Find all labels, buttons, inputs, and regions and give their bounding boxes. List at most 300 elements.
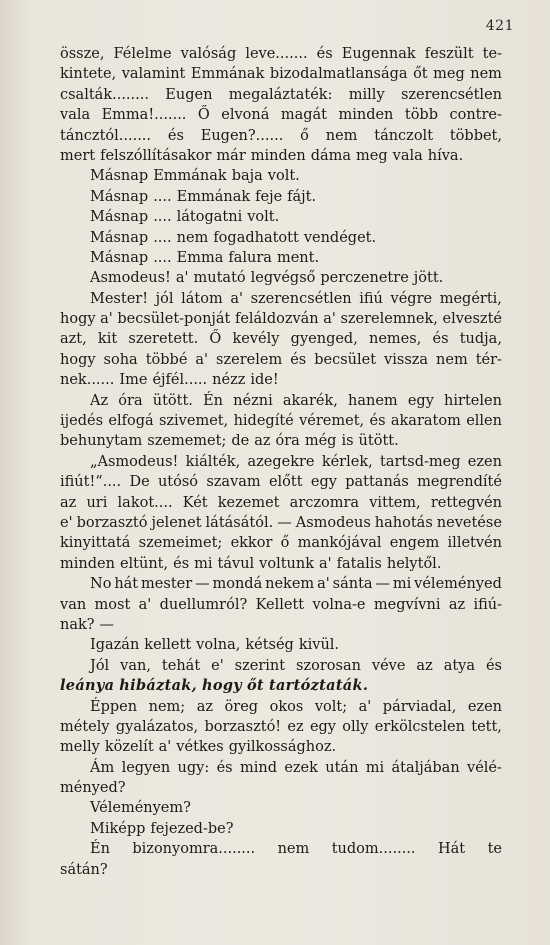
word: lakot.... xyxy=(117,494,173,511)
word: szerelemnek, xyxy=(340,311,438,328)
word: Másnap xyxy=(90,188,149,205)
word: .... xyxy=(153,209,172,226)
word: volna-e xyxy=(312,596,366,613)
word: ezen xyxy=(467,453,502,470)
word: borzasztó! xyxy=(204,718,282,735)
word: van, xyxy=(120,657,151,674)
text-line xyxy=(60,309,502,329)
word: ez xyxy=(287,718,304,735)
word: is xyxy=(341,433,354,450)
word: bizodalmatlansága xyxy=(269,66,408,83)
word: meg xyxy=(433,66,465,83)
word: Asmodeus! xyxy=(90,270,171,287)
word: volt; xyxy=(314,698,348,715)
word: leve....... xyxy=(245,46,308,62)
text-line xyxy=(60,472,502,492)
word: átaljában xyxy=(391,759,460,776)
word: az xyxy=(448,596,466,613)
word: Két xyxy=(182,494,208,511)
word: Emma xyxy=(176,249,224,266)
word: feszült xyxy=(424,46,474,62)
word: fejezed-be? xyxy=(150,820,234,837)
word: ezen xyxy=(467,698,502,715)
word: hibáztak, xyxy=(119,677,198,695)
word: látogatni xyxy=(176,209,243,226)
word: te xyxy=(487,841,502,858)
word: Ő xyxy=(209,331,222,348)
word: minden xyxy=(60,555,115,572)
word: és xyxy=(432,331,449,348)
word: kérlek, xyxy=(321,453,373,470)
word: Másnap xyxy=(90,209,149,226)
word: kivül. xyxy=(298,637,340,654)
word: sánta xyxy=(332,576,373,593)
word: Emmának xyxy=(176,188,251,205)
word: ide! xyxy=(250,372,279,389)
word: az xyxy=(416,657,433,674)
text-line xyxy=(60,350,502,370)
word: megérti, xyxy=(439,290,502,307)
word: gyalázatos, xyxy=(115,718,199,735)
text-line xyxy=(60,431,502,451)
text-line xyxy=(60,635,502,655)
word: Eugennak xyxy=(341,46,416,62)
word: bizonyomra........ xyxy=(132,841,256,858)
word: Miképp xyxy=(90,820,146,837)
word: véleményed xyxy=(414,576,502,593)
word: az xyxy=(254,433,271,450)
word: vala xyxy=(392,147,423,164)
text-line xyxy=(60,370,502,390)
word: most xyxy=(94,596,131,613)
word: végre xyxy=(390,290,433,307)
word: őt xyxy=(247,677,264,695)
word: — xyxy=(375,576,390,593)
word: .... xyxy=(153,188,172,205)
word: mert xyxy=(60,147,96,164)
word: ütött. xyxy=(152,392,193,409)
word: tánczolt xyxy=(374,127,434,144)
word: vittem, xyxy=(369,494,421,511)
word: a' xyxy=(158,739,172,756)
word: kezemet xyxy=(217,494,280,511)
word: megvívni xyxy=(373,596,441,613)
text-line xyxy=(60,574,502,594)
text-line xyxy=(60,64,502,84)
word: .... xyxy=(153,249,172,266)
word: többé xyxy=(145,351,188,368)
word: kétség xyxy=(245,637,294,654)
word: Másnap xyxy=(90,168,149,185)
word: kevély xyxy=(232,331,280,348)
word: távul xyxy=(217,555,255,572)
word: vala xyxy=(60,107,91,124)
word: feláldozván xyxy=(234,311,319,328)
word: tér- xyxy=(475,351,502,368)
word: hogy xyxy=(60,351,96,368)
word: feje xyxy=(255,188,283,205)
word: mi xyxy=(365,759,385,776)
word: mind xyxy=(239,759,277,776)
word: becsület-ponját xyxy=(117,311,231,328)
word: ekkor xyxy=(230,535,273,552)
word: azt, xyxy=(60,331,87,348)
word: arczomra xyxy=(289,494,360,511)
word: egy xyxy=(309,718,336,735)
word: tehát xyxy=(161,657,201,674)
word: Másnap xyxy=(90,249,149,266)
word: Eugen xyxy=(165,86,213,103)
word: illetvén xyxy=(447,535,502,552)
word: rettegvén xyxy=(430,494,502,511)
word: voltunk xyxy=(259,555,315,572)
word: uri xyxy=(86,494,108,511)
word: szavam xyxy=(206,474,261,491)
word: mi xyxy=(194,555,213,572)
word: falura xyxy=(228,249,272,266)
text-line xyxy=(60,187,502,207)
word: Hát xyxy=(437,841,466,858)
word: becsület xyxy=(314,351,377,368)
word: duellumról? xyxy=(159,596,248,613)
word: kiálték, xyxy=(185,453,241,470)
text-line xyxy=(60,289,502,309)
word: Véleményem? xyxy=(90,800,191,817)
text-line xyxy=(60,717,502,737)
word: az xyxy=(196,698,213,715)
word: sátán? xyxy=(60,861,108,878)
word: nem xyxy=(277,841,310,858)
word: őt xyxy=(413,66,428,83)
word: Én xyxy=(90,841,110,858)
word: a' xyxy=(175,270,189,287)
word: e' xyxy=(211,657,224,674)
text-line xyxy=(60,166,502,186)
text-line xyxy=(60,615,502,635)
word: megaláztaték: xyxy=(228,86,333,103)
word: jól xyxy=(155,290,174,307)
word: látom xyxy=(181,290,223,307)
text-line xyxy=(60,452,502,472)
word: mester xyxy=(141,576,193,593)
word: a' xyxy=(138,596,152,613)
word: erkölcstelen xyxy=(374,718,465,735)
word: dáma xyxy=(310,147,352,164)
word: valamint xyxy=(121,66,186,83)
word: híva. xyxy=(427,147,464,164)
word: vétkes xyxy=(176,739,224,756)
text-line xyxy=(60,819,502,839)
word: táncztól....... xyxy=(60,127,152,144)
word: és xyxy=(173,555,190,572)
word: jött. xyxy=(413,270,444,287)
word: a' xyxy=(230,290,243,307)
word: engem xyxy=(389,535,440,552)
word: hahotás xyxy=(374,514,433,531)
word: helytől. xyxy=(386,555,442,572)
word: e' xyxy=(60,514,73,531)
word: Mester! xyxy=(90,290,149,307)
text-line xyxy=(60,798,502,818)
word: Emmának xyxy=(153,168,227,185)
word: Ő xyxy=(197,107,210,124)
word: akaratom xyxy=(390,413,461,430)
word: szerencsétlen xyxy=(250,290,352,307)
word: legyen xyxy=(121,759,171,776)
word: szememet; xyxy=(147,433,227,450)
text-line xyxy=(60,411,502,431)
word: utósó xyxy=(157,474,199,491)
text-line xyxy=(60,697,502,717)
text-line xyxy=(60,554,502,574)
word: hát xyxy=(114,576,139,593)
word: Igazán xyxy=(90,637,140,654)
word: öreg xyxy=(224,698,259,715)
word: tudja, xyxy=(459,331,502,348)
word: kinyittatá xyxy=(60,535,131,552)
word: óra xyxy=(118,392,143,409)
word: nem xyxy=(436,351,468,368)
word: ezek xyxy=(284,759,318,776)
word: ifiú- xyxy=(473,596,502,613)
word: Eugen?...... xyxy=(200,127,284,144)
word: nekem xyxy=(265,576,315,593)
word: jelenet xyxy=(151,514,202,531)
body-text xyxy=(60,44,502,880)
word: és xyxy=(316,46,333,62)
word: métely xyxy=(60,718,110,735)
word: nem; xyxy=(148,698,186,715)
word: fájt. xyxy=(287,188,317,205)
word: nézni xyxy=(233,392,273,409)
word: fogadhatott xyxy=(213,229,299,246)
word: a' xyxy=(358,698,372,715)
word: szerelem xyxy=(216,351,283,368)
word: kintete, xyxy=(60,66,117,83)
word: egy xyxy=(407,392,434,409)
word: csalták........ xyxy=(60,86,149,103)
word: nem xyxy=(176,229,209,246)
word: mondá xyxy=(212,576,263,593)
word: elvoná xyxy=(221,107,270,124)
word: véve xyxy=(371,657,406,674)
word: párviadal, xyxy=(382,698,457,715)
word: azegekre xyxy=(247,453,315,470)
word: Emmának xyxy=(190,66,265,83)
word: több xyxy=(404,107,438,124)
word: Félelme xyxy=(113,46,172,62)
word: látásától. xyxy=(205,514,274,531)
word: óra xyxy=(275,433,300,450)
text-line xyxy=(60,391,502,411)
word: borzasztó xyxy=(76,514,148,531)
word: De xyxy=(129,474,150,491)
word: már xyxy=(216,147,246,164)
word: Jól xyxy=(90,657,110,674)
text-line xyxy=(60,737,502,757)
word: még xyxy=(304,433,337,450)
word: olly xyxy=(342,718,369,735)
text-line xyxy=(60,126,502,146)
word: — xyxy=(195,576,210,593)
word: ifiút!“.... xyxy=(60,474,122,491)
word: hanem xyxy=(348,392,398,409)
text-line xyxy=(60,85,502,105)
text-line xyxy=(60,676,502,696)
text-line xyxy=(60,207,502,227)
word: minden xyxy=(338,107,394,124)
word: gyilkossághoz. xyxy=(228,739,337,756)
word: volt. xyxy=(247,209,280,226)
text-line xyxy=(60,513,502,533)
word: ő xyxy=(280,535,290,552)
word: Éppen xyxy=(90,698,138,715)
word: mankójával xyxy=(297,535,382,552)
word: Én xyxy=(203,392,224,409)
word: tartóztaták. xyxy=(268,677,369,695)
text-line xyxy=(60,778,502,798)
word: nemes, xyxy=(369,331,422,348)
word: ment. xyxy=(276,249,320,266)
word: a' xyxy=(323,311,336,328)
word: contre- xyxy=(449,107,502,124)
word: No xyxy=(90,576,112,593)
word: te- xyxy=(482,46,502,62)
word: pattanás xyxy=(345,474,409,491)
word: „Asmodeus! xyxy=(90,453,179,470)
word: szemeimet; xyxy=(138,535,223,552)
word: gyenged, xyxy=(290,331,358,348)
word: elveszté xyxy=(442,311,502,328)
word: vendéget. xyxy=(303,229,377,246)
word: szerencsétlen xyxy=(400,86,502,103)
text-line xyxy=(60,493,502,513)
word: Az xyxy=(90,392,109,409)
word: véremet, xyxy=(299,413,365,430)
text-line xyxy=(60,839,502,859)
word: valóság xyxy=(180,46,237,62)
page-number: 421 xyxy=(485,18,514,34)
word: a' xyxy=(319,555,332,572)
word: szeretett. xyxy=(128,331,199,348)
word: után xyxy=(325,759,359,776)
word: Ám xyxy=(90,759,115,776)
word: perczenetre xyxy=(320,270,409,287)
word: Kellett xyxy=(255,596,305,613)
word: és xyxy=(290,351,307,368)
word: megrendíté xyxy=(417,474,502,491)
text-line xyxy=(60,656,502,676)
word: atya xyxy=(443,657,475,674)
word: ő xyxy=(300,127,309,144)
text-line xyxy=(60,758,502,778)
text-line xyxy=(60,860,502,880)
word: de xyxy=(231,433,250,450)
word: és xyxy=(216,759,233,776)
word: nevetése xyxy=(436,514,502,531)
word: nézz xyxy=(212,372,246,389)
word: milly xyxy=(348,86,385,103)
text-line xyxy=(60,44,502,64)
word: .... xyxy=(153,229,172,246)
word: Asmodeus xyxy=(295,514,371,531)
word: fatalis xyxy=(336,555,382,572)
text-line xyxy=(60,105,502,125)
word: és xyxy=(167,127,184,144)
text-line xyxy=(60,228,502,248)
word: leánya xyxy=(60,677,115,695)
text-line xyxy=(60,533,502,553)
word: egy xyxy=(310,474,337,491)
word: hirtelen xyxy=(444,392,502,409)
word: volna, xyxy=(196,637,241,654)
text-line xyxy=(60,146,502,166)
word: okos xyxy=(269,698,304,715)
word: ijedés xyxy=(60,413,104,430)
word: felszóllításakor xyxy=(100,147,212,164)
word: elfogá xyxy=(108,413,154,430)
word: behunytam xyxy=(60,433,143,450)
word: szerint xyxy=(234,657,286,674)
word: hidegíté xyxy=(233,413,294,430)
text-line xyxy=(60,248,502,268)
word: Másnap xyxy=(90,229,149,246)
word: mutató xyxy=(193,270,246,287)
word: szivemet, xyxy=(158,413,229,430)
word: éjfél..... xyxy=(152,372,208,389)
word: nem xyxy=(325,127,358,144)
word: — xyxy=(99,616,115,633)
word: előtt xyxy=(268,474,303,491)
word: nem xyxy=(470,66,502,83)
word: volt. xyxy=(267,168,300,185)
word: kellett xyxy=(144,637,192,654)
word: hogy xyxy=(202,677,242,695)
word: eltünt, xyxy=(119,555,169,572)
word: legvégső xyxy=(250,270,316,287)
word: mi xyxy=(392,576,412,593)
word: ményed? xyxy=(60,780,126,797)
word: van xyxy=(60,596,87,613)
word: ifiú xyxy=(359,290,383,307)
text-line xyxy=(60,595,502,615)
word: a' xyxy=(195,351,209,368)
word: többet, xyxy=(449,127,502,144)
word: és xyxy=(485,657,502,674)
text-line xyxy=(60,329,502,349)
word: meg xyxy=(356,147,388,164)
word: tett, xyxy=(471,718,502,735)
word: az xyxy=(60,494,77,511)
word: tartsd-meg xyxy=(380,453,461,470)
word: hogy xyxy=(60,311,96,328)
word: akarék, xyxy=(282,392,338,409)
word: Ime xyxy=(119,372,148,389)
word: ellen xyxy=(466,413,502,430)
word: szorosan xyxy=(296,657,361,674)
word: nak? xyxy=(60,616,95,633)
word: minden xyxy=(250,147,306,164)
word: vissza xyxy=(384,351,429,368)
word: — xyxy=(277,514,292,531)
word: magát xyxy=(280,107,327,124)
word: nek...... xyxy=(60,372,115,389)
word: ütött. xyxy=(358,433,399,450)
word: kit xyxy=(97,331,118,348)
word: Emma!....... xyxy=(101,107,187,124)
word: baja xyxy=(231,168,263,185)
word: a' xyxy=(317,576,330,593)
